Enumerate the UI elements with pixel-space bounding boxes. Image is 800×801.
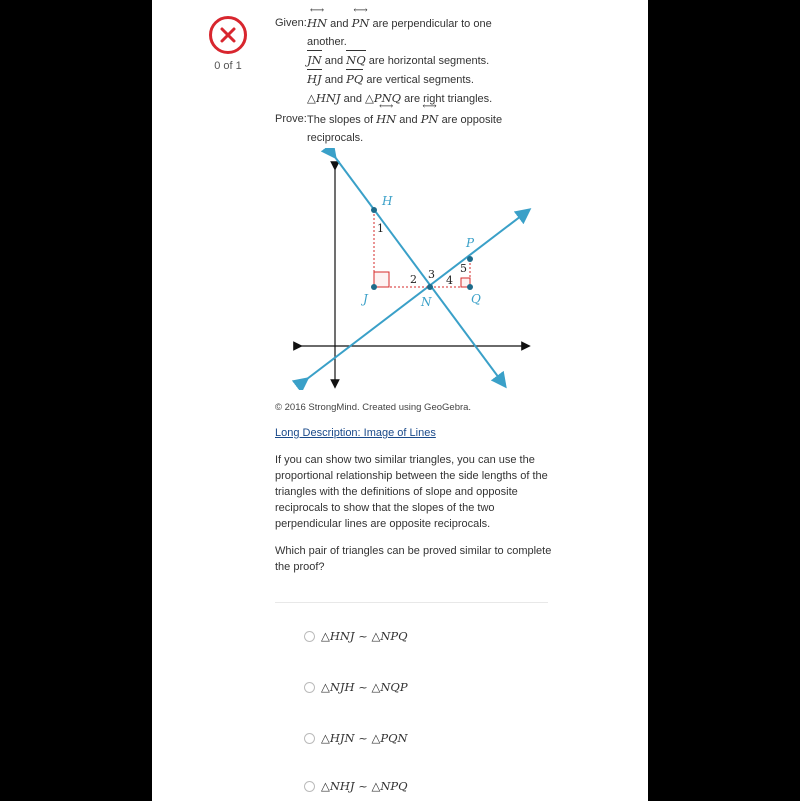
given-text: another. <box>307 36 347 48</box>
and-text: and <box>399 114 418 126</box>
given-label: Given: <box>275 17 307 29</box>
label-p: P <box>466 236 475 250</box>
given-text: are vertical segments. <box>366 74 474 86</box>
answer-option-1[interactable] <box>304 629 408 643</box>
right-angle-j <box>374 272 389 287</box>
prove-text: reciprocals. <box>307 132 364 144</box>
and-text: and <box>324 55 344 67</box>
question-prompt: Which pair of triangles can be proved similar to complete the proof? <box>275 545 552 573</box>
line-hn: HN ⟷ <box>376 110 396 128</box>
score-status <box>206 16 250 72</box>
angle-5: 5 <box>460 262 467 275</box>
given-text: are right triangles. <box>404 93 493 105</box>
prove-text: The slopes of <box>307 114 374 126</box>
segment-jn: JN <box>307 53 322 67</box>
answer-option-3[interactable] <box>304 731 408 745</box>
score-text: 0 of 1 <box>214 60 242 72</box>
prove-text: are opposite <box>441 114 503 126</box>
angle-2: 2 <box>410 273 417 286</box>
divider <box>275 602 548 603</box>
radio-button[interactable] <box>304 631 315 642</box>
copyright-text: © 2016 StrongMind. Created using GeoGebra. <box>275 402 472 413</box>
point-p <box>467 256 473 262</box>
answer-option-4[interactable] <box>304 779 408 793</box>
prove-label: Prove: <box>275 113 307 125</box>
angle-1: 1 <box>377 222 384 235</box>
given-text: are perpendicular to one <box>372 18 492 30</box>
point-q <box>467 284 473 290</box>
label-h: H <box>382 194 393 208</box>
and-text: and <box>343 93 362 105</box>
given-text: are horizontal segments. <box>368 55 490 67</box>
label-n: N <box>421 295 432 309</box>
line-pn-drawn <box>303 213 525 382</box>
long-description-link[interactable]: Long Description: Image of Lines <box>275 427 436 439</box>
line-pn: PN ⟷ <box>421 110 439 128</box>
question-text <box>275 14 555 147</box>
point-h <box>371 207 377 213</box>
label-q: Q <box>471 292 481 306</box>
segment-hj: HJ <box>307 72 322 86</box>
prove-block <box>275 110 555 147</box>
answer-option-2[interactable] <box>304 680 408 694</box>
segment-pq: PQ <box>346 72 364 86</box>
point-j <box>371 284 377 290</box>
option-label: △NHJ ~ △NPQ <box>321 779 408 793</box>
triangle-hnj: △HNJ <box>307 91 341 105</box>
angle-4: 4 <box>446 274 453 287</box>
point-n <box>427 284 433 290</box>
line-hn-drawn <box>332 153 502 382</box>
angle-3: 3 <box>428 268 435 281</box>
lines-figure <box>290 148 540 390</box>
and-text: and <box>330 18 349 30</box>
label-j: J <box>363 292 368 306</box>
line-hn: HN ⟷ <box>307 14 327 32</box>
given-block <box>275 14 555 108</box>
radio-button[interactable] <box>304 682 315 693</box>
triangle-pnq: △PNQ <box>365 91 402 105</box>
and-text: and <box>324 74 344 86</box>
option-label: △NJH ~ △NQP <box>321 680 408 694</box>
radio-button[interactable] <box>304 733 315 744</box>
option-label: △HJN ~ △PQN <box>321 731 408 745</box>
radio-button[interactable] <box>304 781 315 792</box>
option-label: △HNJ ~ △NPQ <box>321 629 408 643</box>
segment-nq: NQ <box>346 53 366 67</box>
line-pn: PN ⟷ <box>352 14 370 32</box>
x-circle-icon <box>209 16 247 54</box>
explanation-paragraph: If you can show two similar triangles, you can use the proportional relationship between the side lengths of the triangles with the definitions of slope and opposite reciprocals to show that the slopes of the two perpendicular lines are opposite reciprocals. <box>275 454 548 530</box>
